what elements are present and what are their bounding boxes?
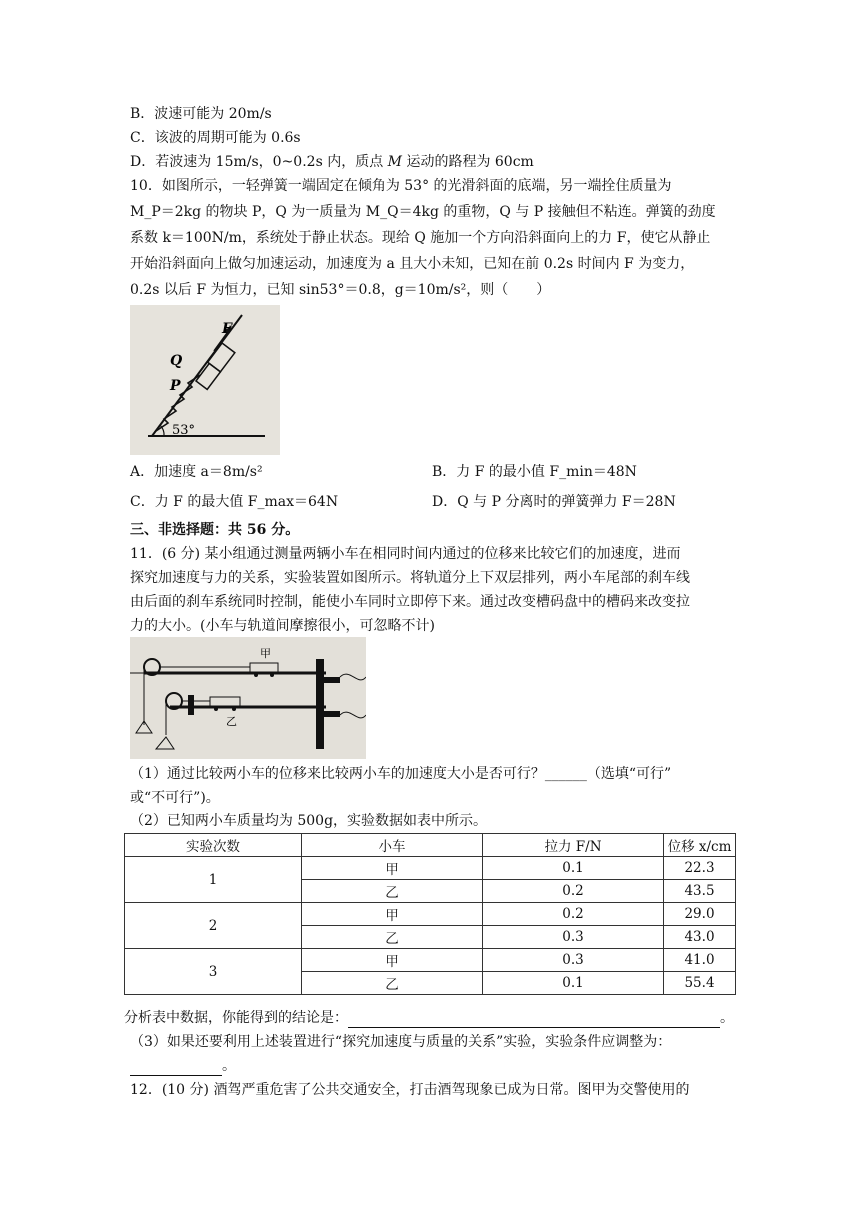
experiment-data-table (124, 833, 736, 995)
q10-line-2: M_P＝2kg 的物块 P，Q 为一质量为 M_Q＝4kg 的重物，Q 与 P 接触但不粘连。弹簧的劲度 (130, 204, 716, 220)
trial-cell: 3 (125, 949, 302, 995)
q11-subq1-b: 或“不可行”)。 (130, 790, 220, 806)
q9-option-d: D．若波速为 15m/s，0~0.2s 内，质点 M 运动的路程为 60cm (130, 154, 534, 170)
car-cell: 甲 (302, 949, 483, 972)
disp-cell: 22.3 (664, 857, 736, 880)
dual-track-apparatus-figure (130, 637, 366, 759)
section-heading: 三、非选择题：共 56 分。 (130, 522, 300, 538)
answer-blank-conclusion[interactable] (348, 1013, 720, 1028)
force-label: F (222, 321, 232, 337)
q10-line-5: 0.2s 以后 F 为恒力，已知 sin53°＝0.8，g＝10m/s²，则（ ） (130, 282, 551, 298)
q11-line-2: 探究加速度与力的关系，实验装置如图所示。将轨道分上下双层排列，两小车尾部的刹车线 (130, 570, 690, 586)
table-row (125, 903, 736, 926)
p-label: P (170, 378, 181, 394)
q11-subq3-answer: 。 (130, 1056, 236, 1076)
answer-blank-condition[interactable] (130, 1061, 222, 1076)
q10-line-4: 开始沿斜面向上做匀加速运动，加速度为 a 且大小未知，已知在前 0.2s 时间内 F 为变力， (130, 256, 695, 272)
q10-option-d: D．Q 与 P 分离时的弹簧弹力 F＝28N (432, 494, 676, 510)
angle-label: 53° (172, 423, 196, 438)
table-header-row (125, 834, 736, 857)
car-cell: 甲 (302, 857, 483, 880)
table-row (125, 857, 736, 880)
header-car: 小车 (302, 834, 483, 857)
disp-cell: 43.0 (664, 926, 736, 949)
force-cell: 0.2 (483, 880, 664, 903)
trial-cell: 1 (125, 857, 302, 903)
q10-option-c: C．力 F 的最大值 F_max＝64N (130, 494, 339, 510)
disp-cell: 43.5 (664, 880, 736, 903)
trial-cell: 2 (125, 903, 302, 949)
q9-option-c: C．该波的周期可能为 0.6s (130, 130, 301, 146)
cart-jia-label: 甲 (260, 647, 271, 660)
header-trial: 实验次数 (125, 834, 302, 857)
q11-subq3: （3）如果还要利用上述装置进行“探究加速度与质量的关系”实验，实验条件应调整为： (130, 1034, 672, 1050)
q12-line-1: 12．(10 分) 酒驾严重危害了公共交通安全，打击酒驾现象已成为日常。图甲为交警使用的 (130, 1082, 690, 1098)
q11-line-1: 11．(6 分) 某小组通过测量两辆小车在相同时间内通过的位移来比较它们的加速度，进而 (130, 546, 681, 562)
car-cell: 乙 (302, 880, 483, 903)
header-displacement: 位移 x/cm (664, 834, 736, 857)
q11-line-4: 力的大小。(小车与轨道间摩擦很小，可忽略不计) (130, 618, 435, 634)
disp-cell: 41.0 (664, 949, 736, 972)
q10-option-b: B．力 F 的最小值 F_min＝48N (432, 464, 637, 480)
q10-line-3: 系数 k＝100N/m，系统处于静止状态。现给 Q 施加一个方向沿斜面向上的力 F，使它从静止 (130, 230, 711, 246)
car-cell: 乙 (302, 972, 483, 995)
car-cell: 乙 (302, 926, 483, 949)
cart-yi-label: 乙 (226, 715, 237, 728)
q11-subq2: （2）已知两小车质量均为 500g，实验数据如表中所示。 (130, 813, 488, 829)
header-force: 拉力 F/N (483, 834, 664, 857)
disp-cell: 55.4 (664, 972, 736, 995)
car-cell: 甲 (302, 903, 483, 926)
q11-line-3: 由后面的刹车系统同时控制，能使小车同时立即停下来。通过改变槽码盘中的槽码来改变拉 (130, 594, 690, 610)
q11-subq1-a: （1）通过比较两小车的位移来比较两小车的加速度大小是否可行？______（选填“可行” (130, 766, 672, 782)
q9-option-b: B．波速可能为 20m/s (130, 106, 272, 122)
force-cell: 0.1 (483, 972, 664, 995)
q10-option-a: A．加速度 a＝8m/s² (130, 464, 263, 480)
force-cell: 0.3 (483, 926, 664, 949)
q10-line-1: 10．如图所示，一轻弹簧一端固定在倾角为 53° 的光滑斜面的底端，另一端拴住质量为 (130, 178, 672, 194)
table-row (125, 949, 736, 972)
force-cell: 0.2 (483, 903, 664, 926)
force-cell: 0.1 (483, 857, 664, 880)
force-cell: 0.3 (483, 949, 664, 972)
q11-analysis: 分析表中数据，你能得到的结论是： 。 (124, 1010, 734, 1026)
q-label: Q (170, 353, 183, 369)
disp-cell: 29.0 (664, 903, 736, 926)
incline-spring-figure (130, 305, 280, 455)
